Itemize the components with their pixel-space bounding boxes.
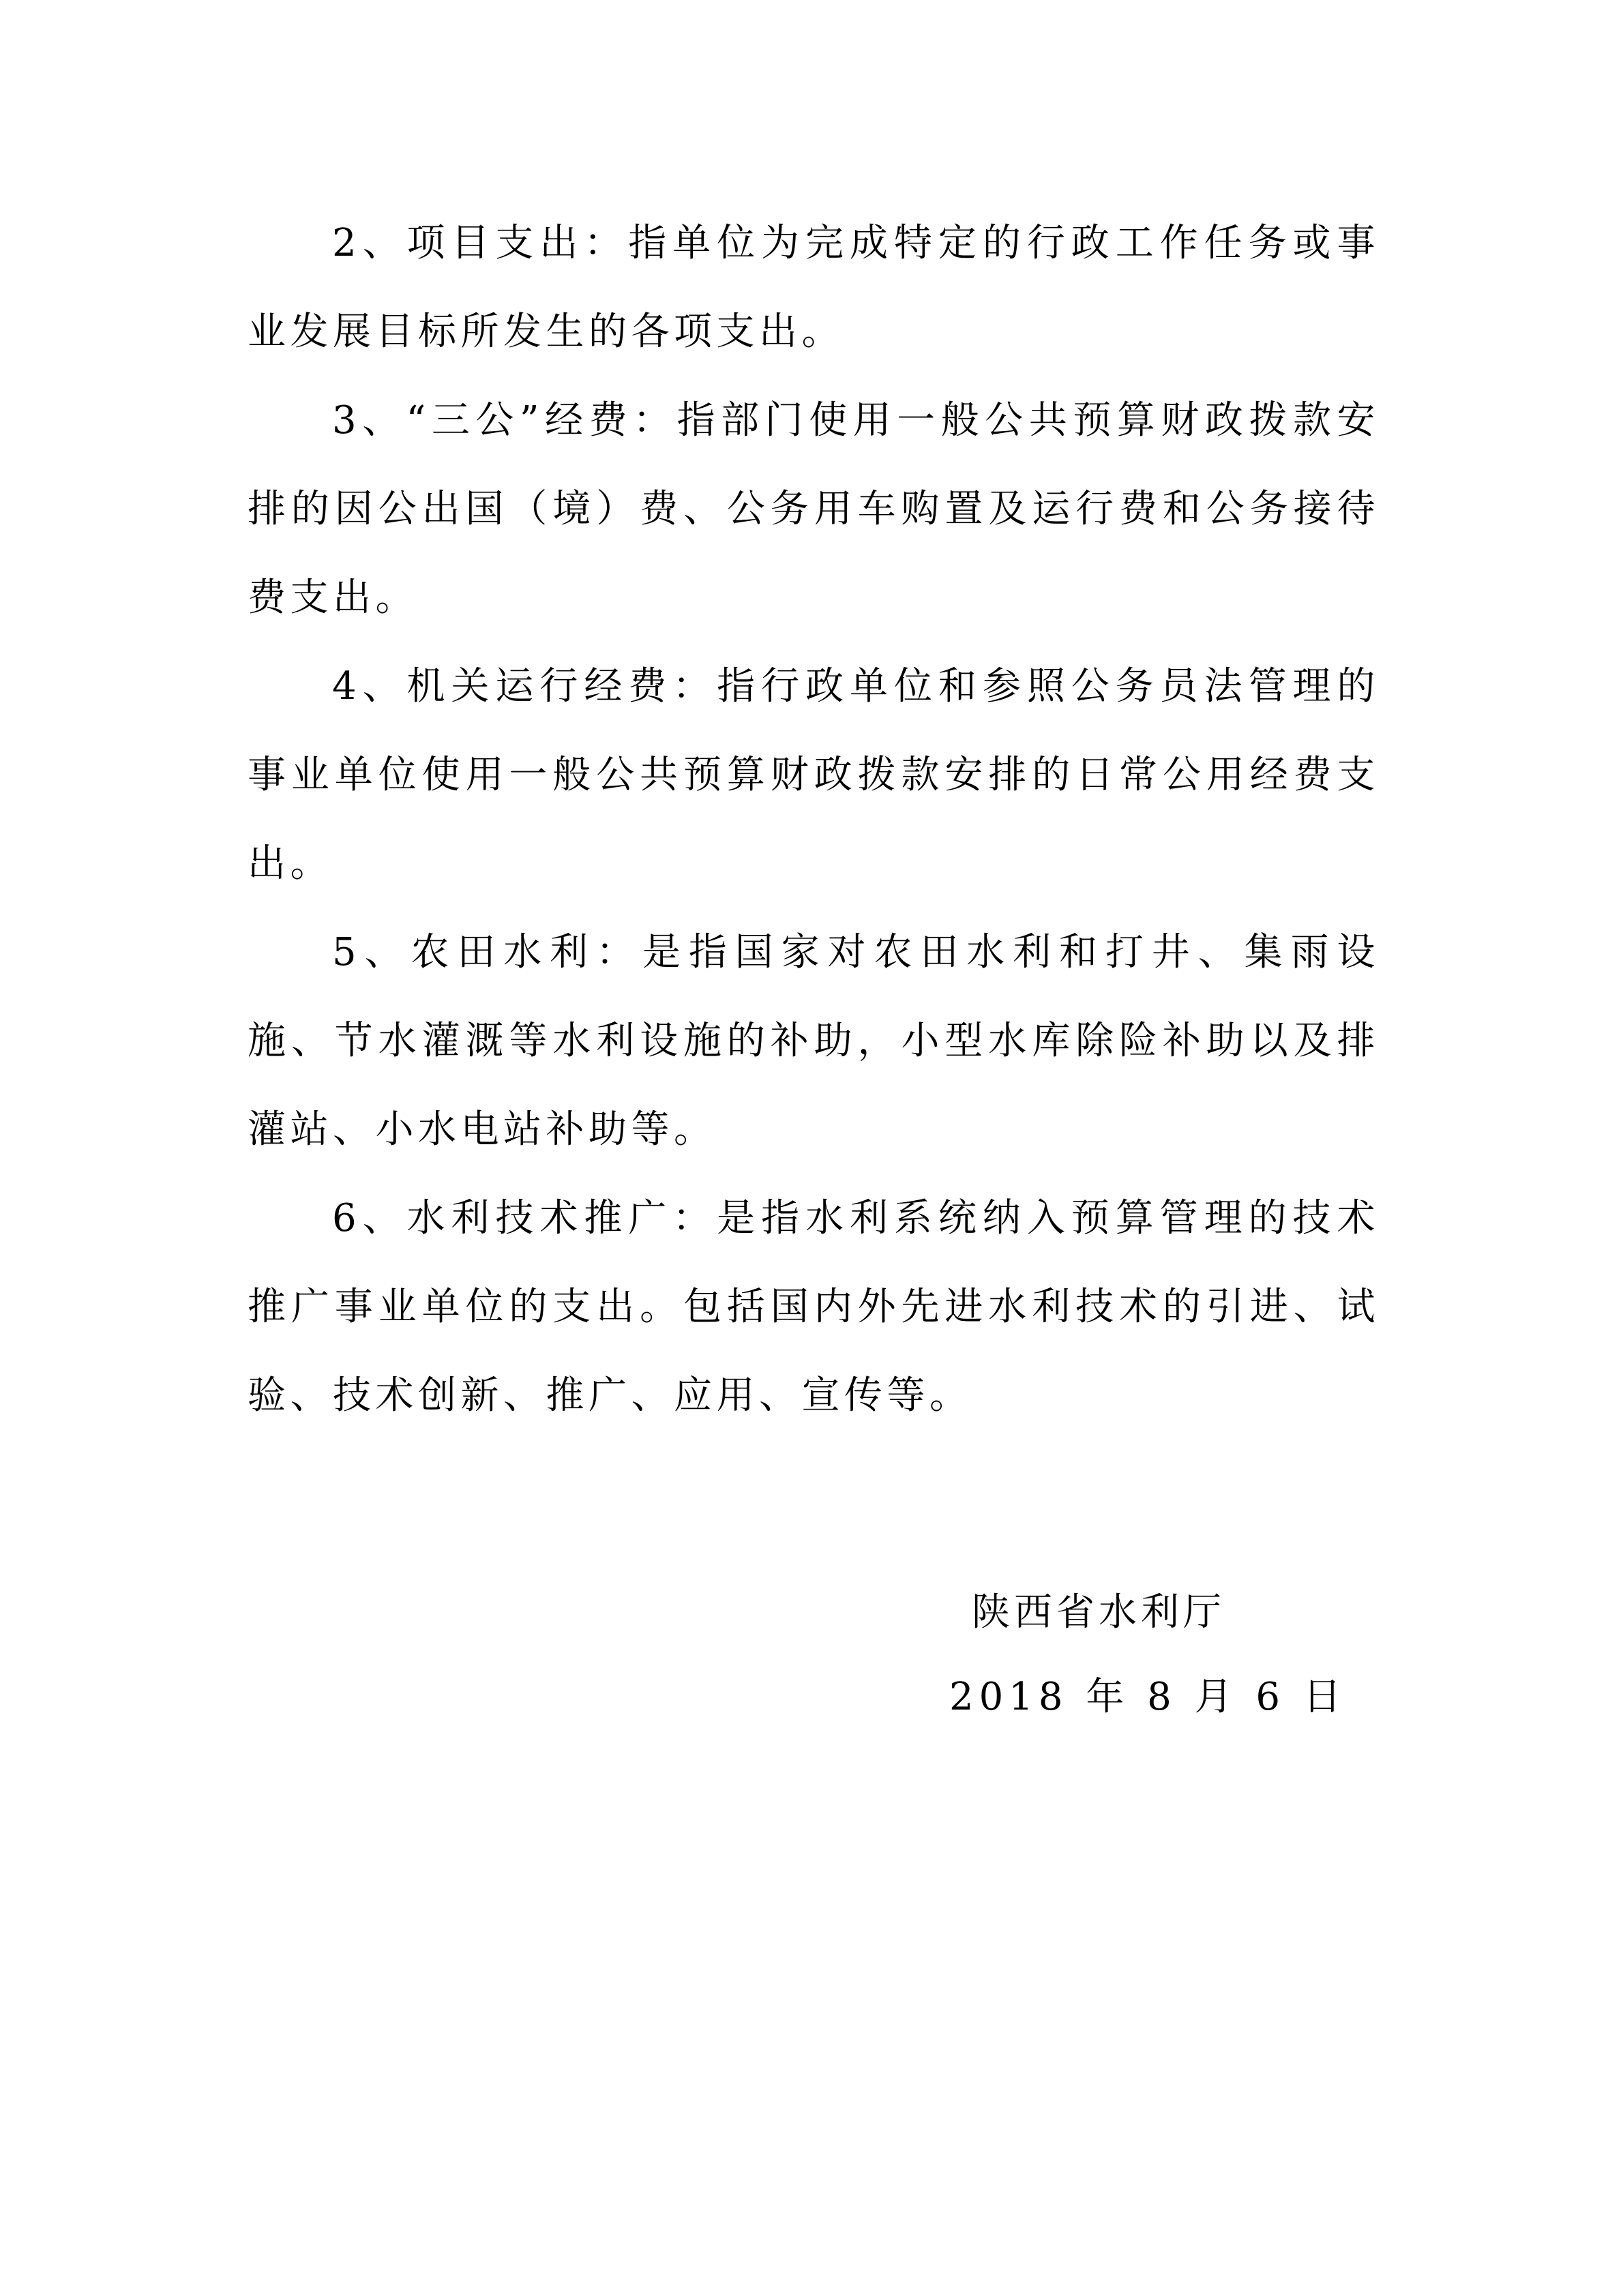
paragraph-three-public-expenses: 3、“三公”经费：指部门使用一般公共预算财政拨款安排的因公出国（境）费、公务用车购置及运行费和公务接待费支出。 bbox=[248, 398, 1380, 620]
signature-organization: 陕西省水利厅 bbox=[972, 1590, 1225, 1635]
signature-date: 2018 年 8 月 6 日 bbox=[949, 1675, 1347, 1719]
paragraph-project-expenditure: 2、项目支出：指单位为完成特定的行政工作任务或事业发展目标所发生的各项支出。 bbox=[248, 221, 1380, 354]
paragraph-agency-operating-expenses: 4、机关运行经费：指行政单位和参照公务员法管理的事业单位使用一般公共预算财政拨款安排的日常公用经费支出。 bbox=[248, 664, 1380, 886]
paragraph-farmland-water-conservancy: 5、农田水利：是指国家对农田水利和打井、集雨设施、节水灌溉等水利设施的补助，小型水库除险补助以及排灌站、小水电站补助等。 bbox=[248, 930, 1380, 1152]
paragraph-water-technology-promotion: 6、水利技术推广：是指水利系统纳入预算管理的技术推广事业单位的支出。包括国内外先进水利技术的引进、试验、技术创新、推广、应用、宣传等。 bbox=[248, 1196, 1380, 1418]
